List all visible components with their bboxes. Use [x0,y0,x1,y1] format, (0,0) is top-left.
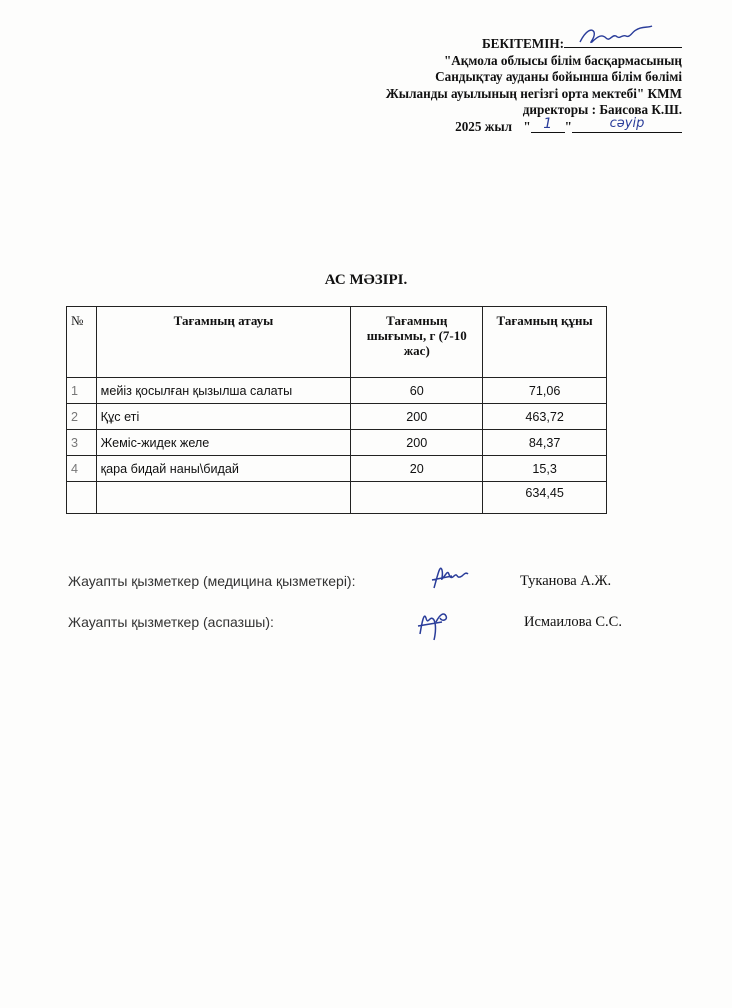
approval-block [322,34,682,135]
total-cost: 634,45 [483,482,607,514]
responsible-cook-name: Исмаилова С.С. [524,614,622,630]
header-number: № [67,307,97,378]
row-cost: 71,06 [483,378,607,404]
approval-line3: Жыланды ауылының негізгі орта мектебі" КММ [385,85,682,101]
row-portion: 60 [351,378,483,404]
row-number: 1 [67,378,97,404]
table-total-row [67,482,607,514]
approval-header [322,34,682,53]
total-empty-cell [351,482,483,514]
approval-line1: "Ақмола облысы білім басқармасының [443,52,682,68]
medical-signature [428,560,470,594]
row-number: 3 [67,430,97,456]
row-number: 2 [67,404,97,430]
row-dish-name: қара бидай наны\бидай [96,456,351,482]
responsible-cook-label: Жауапты қызметкер (аспазшы): [68,614,274,630]
row-cost: 84,37 [483,430,607,456]
total-empty-cell [67,482,97,514]
row-portion: 200 [351,404,483,430]
row-cost: 463,72 [483,404,607,430]
table-header-row [67,307,607,378]
header-dish-name: Тағамның атауы [96,307,351,378]
approve-label: БЕКІТЕМІН: [481,36,564,51]
approval-month: сәуір [609,115,645,131]
approval-line4: директоры : Баисова К.Ш. [522,102,682,117]
table-row [67,430,607,456]
document-title: АС МӘЗІРІ. [324,272,408,288]
menu-table [66,306,607,514]
row-portion: 200 [351,430,483,456]
responsible-medical-name: Туканова А.Ж. [520,573,612,589]
approval-line2: Сандықтау ауданы бойынша білім бөлімі [435,69,682,84]
cook-signature [412,604,456,644]
director-signature [576,24,656,50]
row-cost: 15,3 [483,456,607,482]
table-row [67,404,607,430]
approval-day: 1 [543,115,553,132]
row-portion: 20 [351,456,483,482]
table-row [67,456,607,482]
row-dish-name: Құс еті [96,404,351,430]
responsible-medical-label: Жауапты қызметкер (медицина қызметкері): [68,573,356,589]
row-dish-name: Жеміс-жидек желе [96,430,351,456]
approval-day-line [531,115,565,133]
approval-year: 2025 жыл [455,118,513,134]
approval-date: 2025 жыл " 1 " сәуір [322,119,682,136]
header-cost: Тағамның құны [483,307,607,378]
header-portion: Тағамның шығымы, г (7-10 жас) [351,307,483,378]
approval-month-line [572,115,682,133]
row-number: 4 [67,456,97,482]
total-empty-cell [96,482,351,514]
table-row [67,378,607,404]
approval-signature-line [564,34,682,48]
row-dish-name: мейіз қосылған қызылша салаты [96,378,351,404]
